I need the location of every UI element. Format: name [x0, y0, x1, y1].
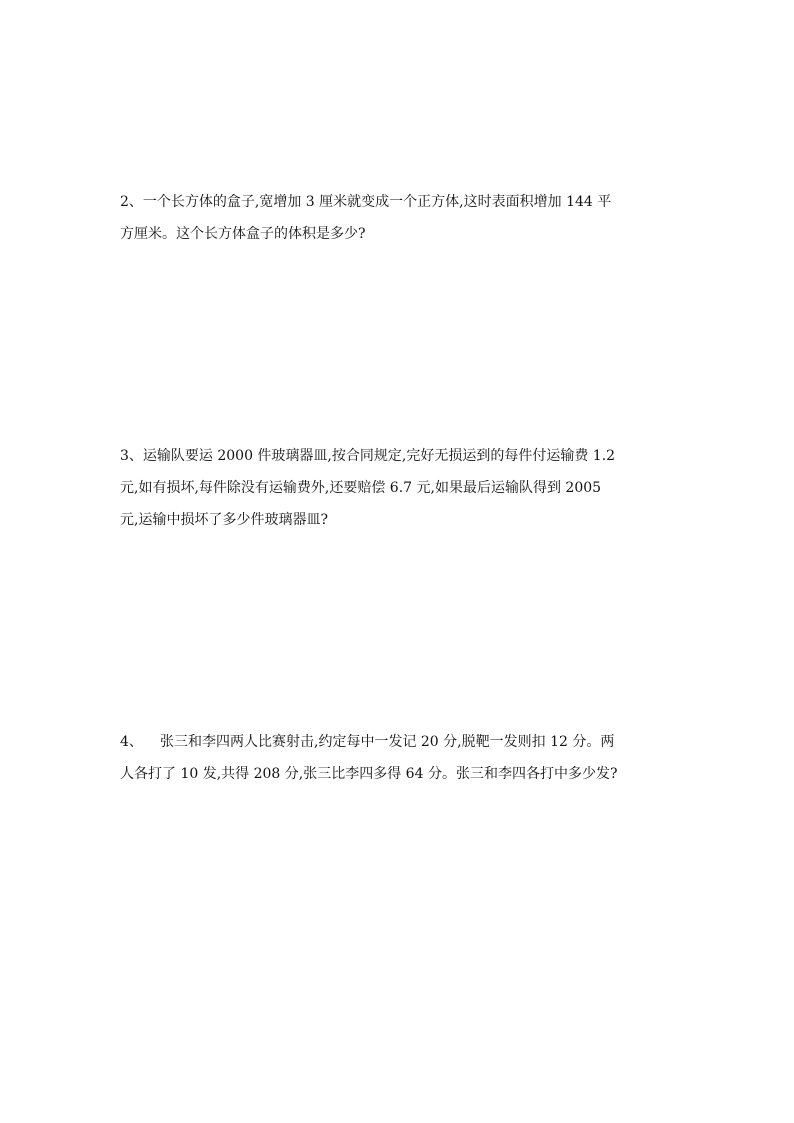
problem-3-line-1: 3、运输队要运 2000 件玻璃器皿,按合同规定,完好无损运到的每件付运输费 1.2 [120, 448, 616, 464]
problem-4-line-1 [120, 726, 680, 758]
problem-2 [120, 186, 680, 250]
problem-2-line-2: 方厘米。这个长方体盒子的体积是多少? [120, 226, 366, 242]
problem-2-line-1: 2、一个长方体的盒子,宽增加 3 厘米就变成一个正方体,这时表面积增加 144 平 [120, 194, 612, 210]
problem-3-line-2: 元,如有损坏,每件除没有运输费外,还要赔偿 6.7 元,如果最后运输队得到 2005 [120, 480, 602, 496]
problem-3-line-3: 元,运输中损坏了多少件玻璃器皿? [120, 512, 328, 528]
problem-4 [120, 726, 680, 790]
problem-3 [120, 440, 680, 536]
problem-4-number: 4、 [120, 734, 143, 750]
problem-4-line-1-text: 张三和李四两人比赛射击,约定每中一发记 20 分,脱靶一发则扣 12 分。两 [160, 734, 615, 750]
problem-4-line-2: 人各打了 10 发,共得 208 分,张三比李四多得 64 分。张三和李四各打中多少发? [120, 766, 618, 782]
